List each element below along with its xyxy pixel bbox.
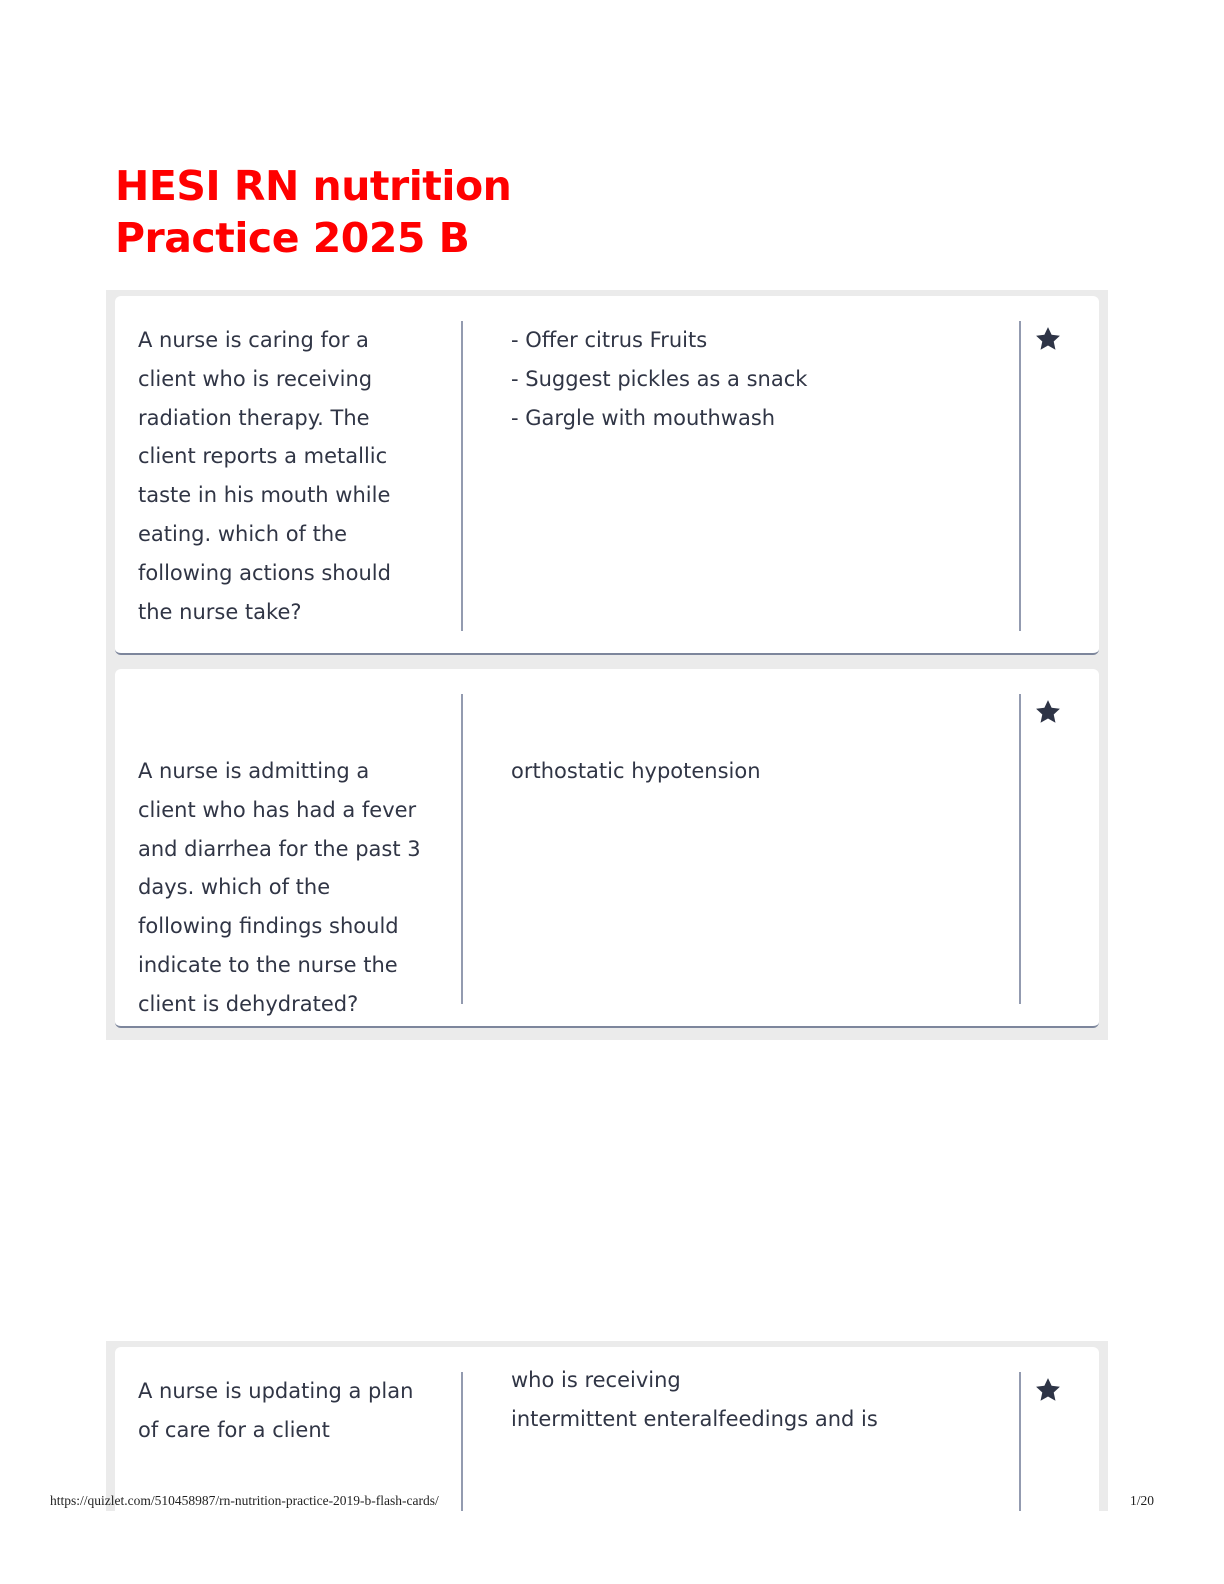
flashcard [115,296,1099,655]
card-term: A nurse is updating a plan of care for a client [138,1379,414,1442]
card-definition [511,321,1011,437]
page-number: 1/20 [1129,1493,1154,1508]
footer-url: https://quizlet.com/510458987/rn-nutrition-practice-2019-b-flash-cards/ [50,1493,439,1508]
term-divider [461,321,463,631]
star-divider [1019,694,1021,1004]
page-title [115,160,511,264]
definition-line: orthostatic hypotension [511,759,761,783]
star-icon[interactable] [1034,325,1062,353]
card-definition [511,752,1011,791]
star-divider [1019,321,1021,631]
star-icon[interactable] [1034,1376,1062,1404]
star-icon[interactable] [1034,698,1062,726]
definition-line: intermittent enteralfeedings and is [511,1406,878,1431]
card-term: A nurse is admitting a client who has had a fever and diarrhea for the past 3 days. which of the following findings should indicate to the nurse the client is dehydrated? [138,759,421,1016]
title-line-1: HESI RN nutrition [115,162,512,210]
definition-line: who is receiving [511,1368,681,1392]
card-set [106,1341,1108,1511]
title-line-2: Practice 2025 B [115,214,470,262]
card-term: A nurse is caring for a client who is receiving radiation therapy. The client reports a metallic taste in his mouth while eating. which of the following actions should the nurse take? [138,328,391,624]
star-divider [1019,1372,1021,1511]
flashcard [115,669,1099,1028]
term-divider [461,694,463,1004]
definition-line: - Suggest pickles as a snack [511,366,808,391]
card-definition [511,1361,1011,1439]
flashcard [115,1347,1099,1511]
term-divider [461,1372,463,1511]
card-set [106,290,1108,1040]
definition-line: - Gargle with mouthwash [511,405,776,430]
definition-line: - Offer citrus Fruits [511,328,708,352]
